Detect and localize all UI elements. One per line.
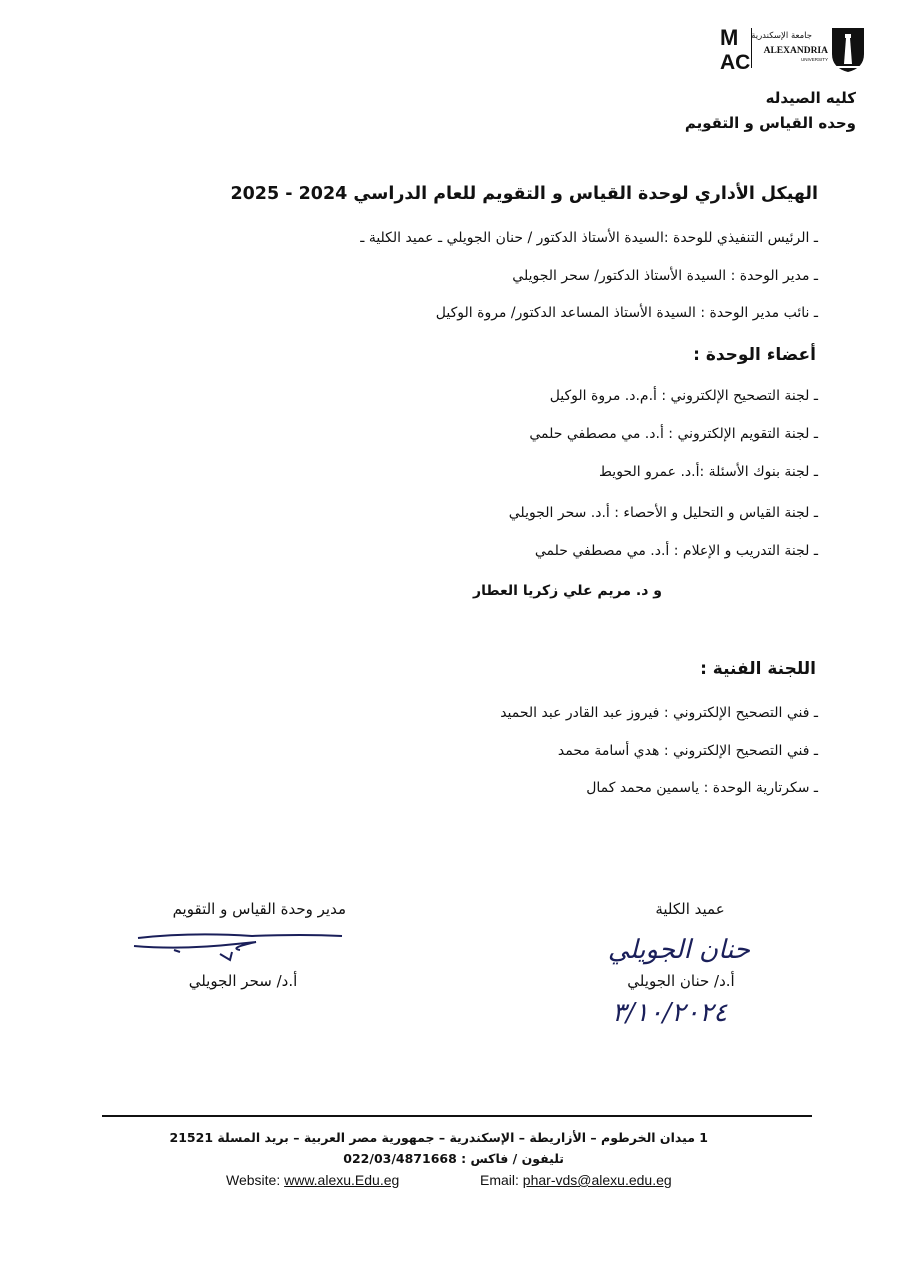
website-label: Website: [226, 1172, 281, 1188]
signature-title-dean: عميد الكلية [655, 900, 725, 918]
lighthouse-emblem-icon [832, 28, 864, 72]
logo-mark-bottom: AC [720, 51, 751, 74]
logo-mark-top: M [720, 25, 739, 50]
members-heading: أعضاء الوحدة : [693, 345, 816, 365]
footer-email [480, 1172, 672, 1188]
handwritten-signature-director [132, 924, 352, 968]
technical-heading: اللجنة الفنية : [700, 659, 816, 679]
technical-line: ـ فني التصحيح الإلكتروني : فيروز عبد القادر عبد الحميد [500, 705, 818, 721]
leadership-line-director: ـ مدير الوحدة : السيدة الأستاذ الدكتور/ سحر الجويلي [512, 268, 818, 284]
logo-en-text: ALEXANDRIA [763, 46, 828, 56]
signature-title-director: مدير وحدة القياس و التقويم [172, 900, 346, 918]
document-title: الهيكل الأداري لوحدة القياس و التقويم للعام الدراسي 2024 - 2025 [230, 184, 818, 204]
footer-address: 1 ميدان الخرطوم – الأزاريطة – الإسكندرية – جمهورية مصر العربية – بريد المسلة 21521 [169, 1130, 708, 1145]
member-line: ـ لجنة التدريب و الإعلام : أ.د. مي مصطفي حلمي [534, 543, 818, 559]
logo-graphic [718, 24, 866, 74]
footer-website [226, 1172, 399, 1188]
faculty-name: كليه الصيدله [765, 89, 856, 107]
footer-divider [102, 1115, 812, 1117]
logo-ar-text: جامعة الإسكندرية [751, 31, 812, 41]
signature-name-director: أ.د/ سحر الجويلي [188, 972, 298, 990]
technical-line: ـ فني التصحيح الإلكتروني : هدي أسامة محمد [557, 743, 818, 759]
logo-sub-text: UNIVERSITY [800, 57, 828, 62]
footer-phone: تليفون / فاكس : 022/03/4871668 [343, 1151, 564, 1166]
technical-line: ـ سكرتارية الوحدة : ياسمين محمد كمال [586, 780, 818, 796]
member-line: ـ لجنة القياس و التحليل و الأحصاء : أ.د. سحر الجويلي [508, 505, 818, 521]
leadership-line-deputy: ـ نائب مدير الوحدة : السيدة الأستاذ المساعد الدكتور/ مروة الوكيل [435, 305, 818, 321]
member-line: ـ لجنة التصحيح الإلكتروني : أ.م.د. مروة الوكيل [549, 388, 818, 404]
email-label: Email: [480, 1172, 519, 1188]
signature-name-dean: أ.د/ حنان الجويلي [627, 972, 735, 990]
website-link[interactable]: www.alexu.Edu.eg [284, 1172, 400, 1188]
university-logo [718, 24, 866, 74]
member-line: ـ لجنة التقويم الإلكتروني : أ.د. مي مصطفي حلمي [529, 426, 818, 442]
email-link[interactable]: phar-vds@alexu.edu.eg [522, 1172, 672, 1188]
faculty-header [685, 86, 856, 136]
unit-name: وحده القياس و التقويم [684, 114, 856, 132]
handwritten-date: ٣/١٠/٢٠٢٤ [612, 998, 728, 1028]
signature-block-director [130, 900, 346, 918]
leadership-line-executive: ـ الرئيس التنفيذي للوحدة :السيدة الأستاذ الدكتور / حنان الجويلي ـ عميد الكلية ـ [360, 230, 818, 246]
signature-dean-text: حنان الجويلي [607, 935, 750, 965]
member-line: و د. مريم علي زكريا العطار [473, 583, 662, 599]
handwritten-signature-dean [590, 924, 760, 970]
member-line: ـ لجنة بنوك الأسئلة :أ.د. عمرو الحويط [599, 464, 818, 480]
